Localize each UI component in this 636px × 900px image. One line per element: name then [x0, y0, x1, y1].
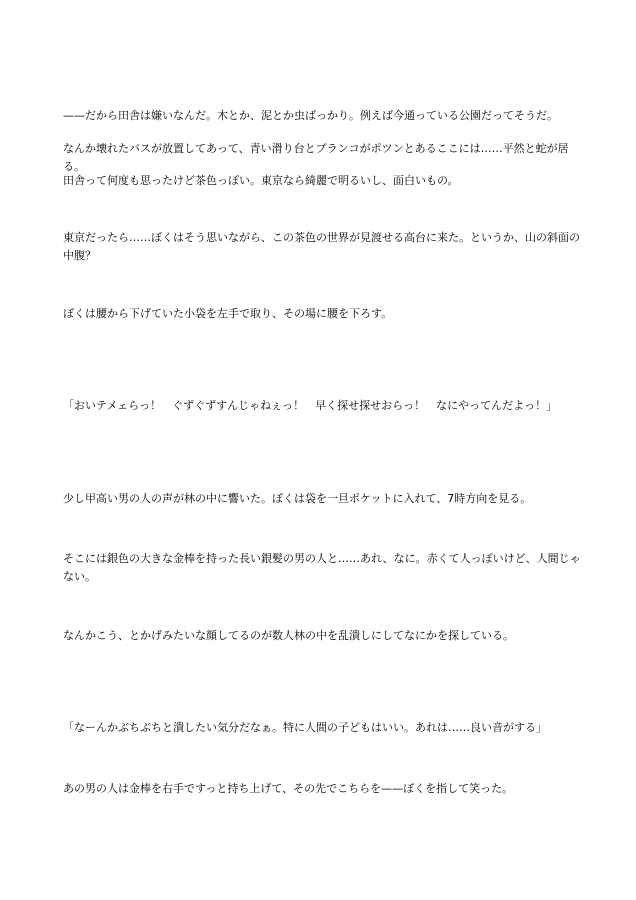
paragraph-6-dialogue: 「おいテメェらっ！ ぐずぐずすんじゃねぇっ！ 早く探せ探せおらっ！ なにやってんだよっ！」 [63, 399, 558, 412]
paragraph-2: なんか壊れたバスが放置してあって、青い滑り台とブランコがポツンとあるここには……平然と蛇が居る。 [63, 142, 569, 173]
paragraph-11: あの男の人は金棒を右手ですっと持ち上げて、その先でこちらを——ぼくを指して笑った。 [63, 782, 514, 795]
paragraph-10-dialogue: 「なーんかぶちぶちと潰したい気分だなぁ。特に人間の子どもはいい。あれは……良い音がする」 [63, 721, 547, 734]
paragraph-1: ——だから田舎は嫌いなんだ。木とか、泥とか虫ばっかり。例えば今通っている公園だってそうだ。 [63, 109, 558, 122]
paragraph-5: ぼくは腰から下げていた小袋を左手で取り、その場に腰を下ろす。 [63, 307, 393, 320]
paragraph-9: なんかこう、とかげみたいな顔してるのが数人林の中を乱潰しにしてなにかを探している。 [63, 629, 514, 642]
paragraph-8: そこには銀色の大きな金棒を持った長い銀髪の男の人と……あれ、なに。赤くて人っぽいけど、人間じゃない。 [63, 552, 581, 583]
paragraph-4: 東京だったら……ぼくはそう思いながら、この茶色の世界が見渡せる高台に来た。というか、山の斜面の中腹？ [63, 231, 580, 262]
paragraph-3: 田舎って何度も思ったけど茶色っぽい。東京なら綺麗で明るいし、面白いもの。 [63, 174, 459, 187]
paragraph-7: 少し甲高い男の人の声が林の中に響いた。ぼくは袋を一旦ポケットに入れて、7時方向を見る。 [63, 492, 532, 505]
